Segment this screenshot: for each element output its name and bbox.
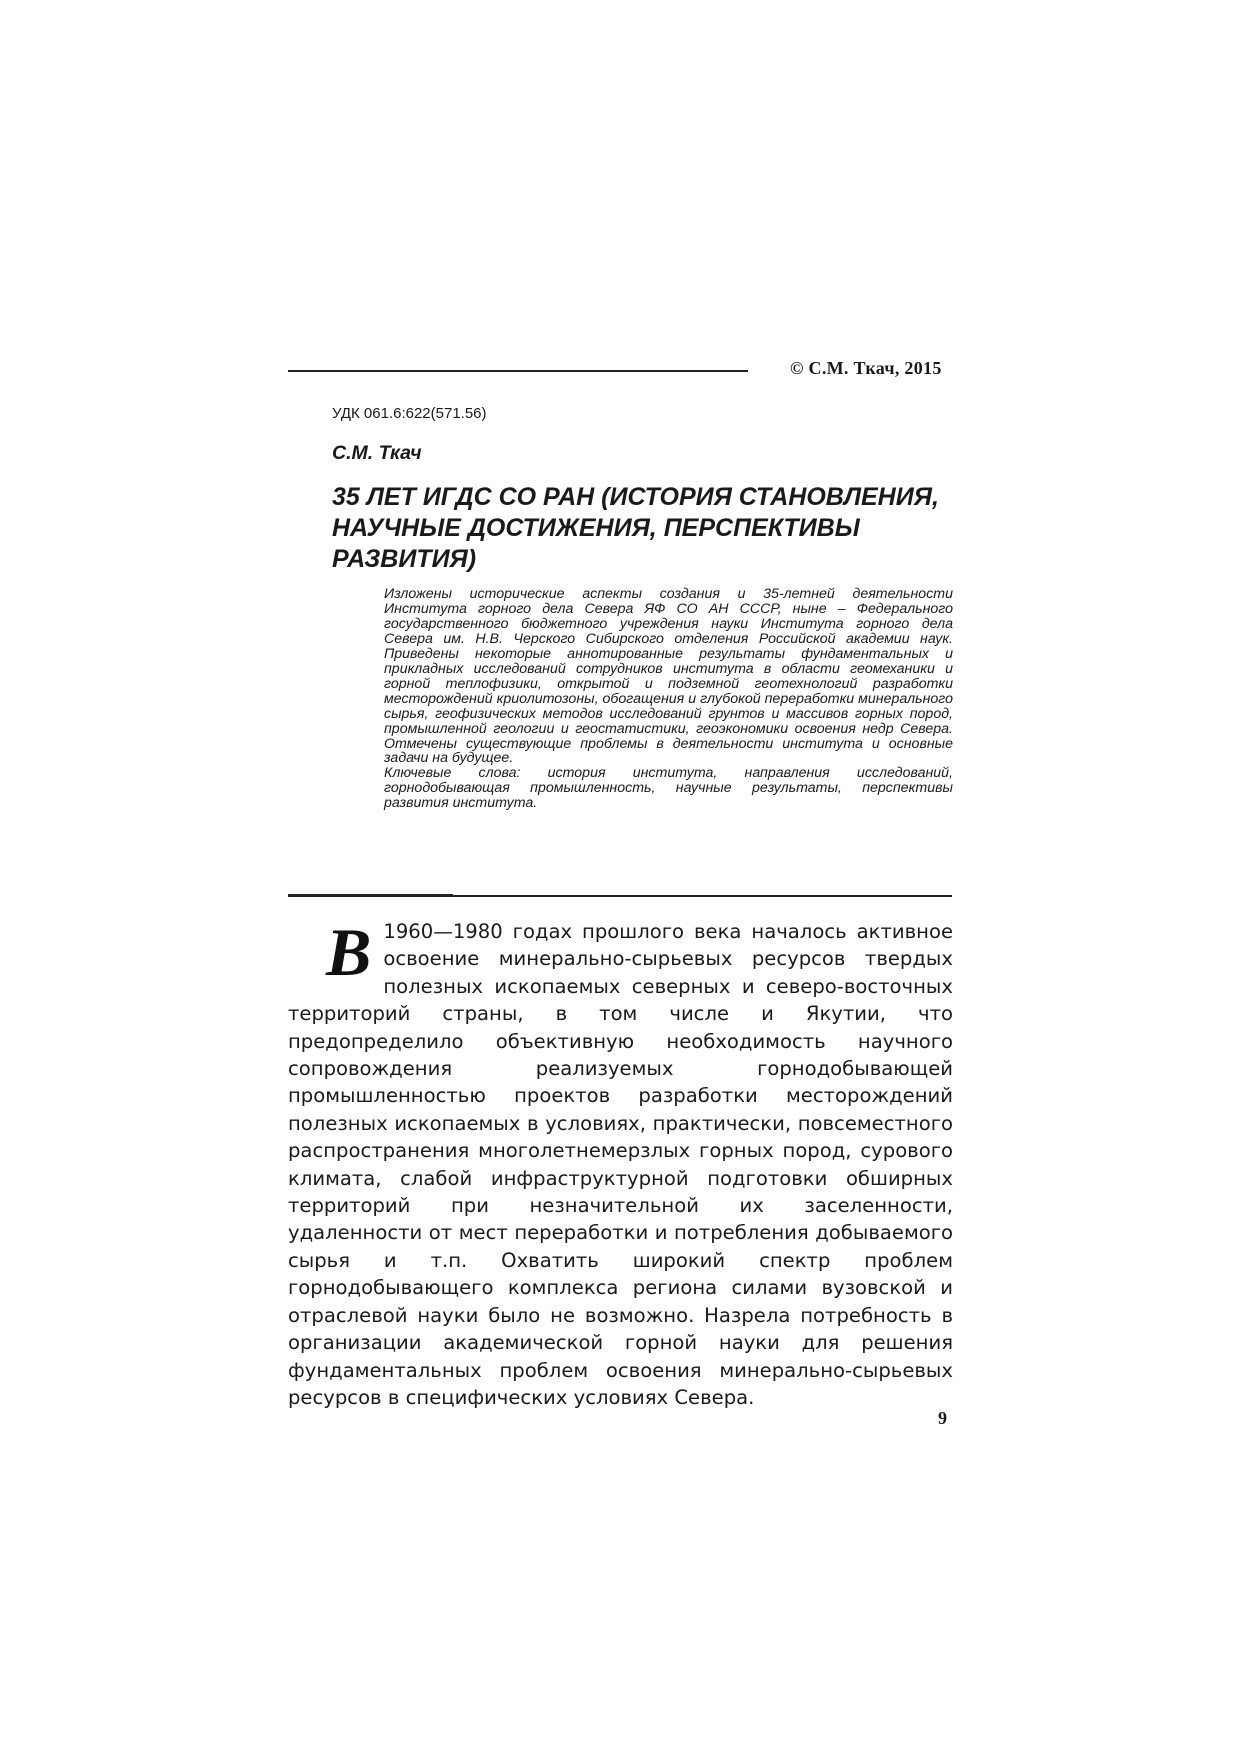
body-paragraph <box>288 914 953 1411</box>
article-title: 35 ЛЕТ ИГДС СО РАН (ИСТОРИЯ СТАНОВЛЕНИЯ, НАУЧНЫЕ ДОСТИЖЕНИЯ, ПЕРСПЕКТИВЫ РАЗВИТИЯ) <box>332 483 939 573</box>
abstract-text: Изложены исторические аспекты создания и 35-летней деятельности Института горного дела Севера ЯФ СО АН СССР, ныне – Федерального государственного бюджетного учреждения науки Института горного дела Севера им. Н.В. Черского Сибирского отделения Российской академии наук. Приведены некоторые аннотированные результаты фундаментальных и прикладных исследований сотрудников института в области геомеханики и горной теплофизики, открытой и подземной геотехнологий разработки месторождений криолитозоны, обогащения и глубокой переработки минерального сырья, геофизических методов исследований грунтов и массивов горных пород, промышленной геологии и геостатистики, геоэкономики освоения недр Севера. Отмечены существующие проблемы в деятельности института и основные задачи на будущее. <box>384 586 953 767</box>
abstract <box>384 587 953 811</box>
keywords: Ключевые слова: история института, направления исследований, горнодобывающая промышленность, научные результаты, перспективы развития института. <box>384 765 953 812</box>
udk-code: УДК 061.6:622(571.56) <box>332 405 487 422</box>
body-text: 1960—1980 годах прошлого века началось активное освоение минерально-сырьевых ресурсов твердых полезных ископаемых северных и северо-восточных территорий страны, в том числе и Якутии, что предопределило объективную необходимость научного сопровождения реализуемых горнодобывающей промышленностью проектов разработки месторождений полезных ископаемых в условиях, практически, повсеместного распространения многолетнемерзлых горных пород, сурового климата, слабой инфраструктурной подготовки обширных территорий при незначительной их заселенности, удаленности от мест переработки и потребления добываемого сырья и т.п. Охватить широкий спектр проблем горнодобывающего комплекса региона силами вузовской и отраслевой науки было не возможно. Назрела потребность в организации академической горной науки для решения фундаментальных проблем освоения минерально-сырьевых ресурсов в специфических условиях Севера. <box>288 920 953 1409</box>
page-number: 9 <box>938 1408 947 1428</box>
author-name: С.М. Ткач <box>332 442 422 464</box>
header-rule <box>288 370 748 372</box>
abstract-separator-accent <box>288 894 453 897</box>
drop-cap: В <box>326 914 372 990</box>
copyright-notice: © С.М. Ткач, 2015 <box>790 358 942 378</box>
